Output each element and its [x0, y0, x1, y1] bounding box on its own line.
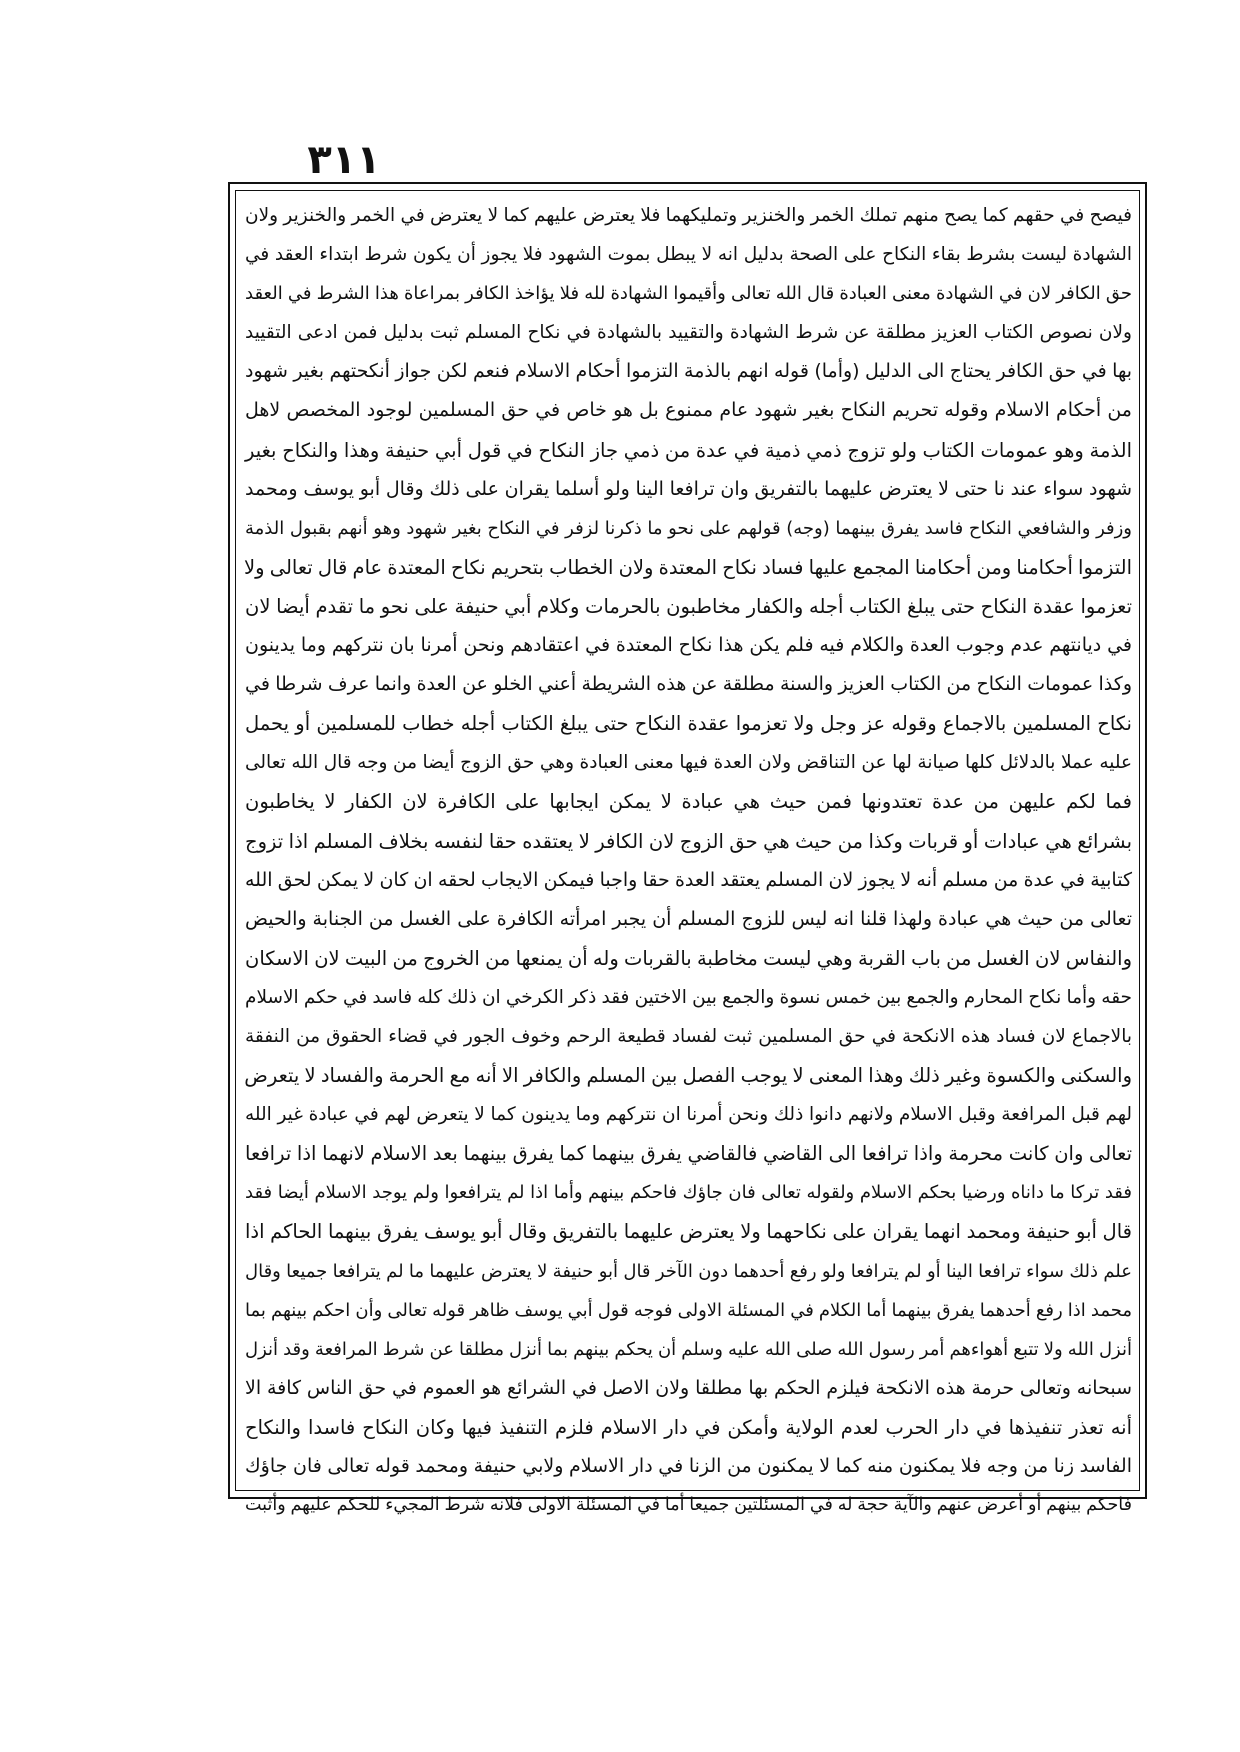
text-line: تعزموا عقدة النكاح حتى يبلغ الكتاب أجله والكفار مخاطبون بالحرمات وكلام أبي حنيفة على نحو ما تقدم أيضا لان: [245, 594, 1132, 618]
page-number: ٣١١: [307, 137, 381, 183]
text-body: [244, 196, 1132, 1516]
text-line: فيصح في حقهم كما يصح منهم تملك الخمر والخنزير وتمليكهما فلا يعترض عليهم كما لا يعترض في الخمر والخنزير ولان: [245, 205, 1132, 226]
text-line: من أحكام الاسلام وقوله تحريم النكاح بغير شهود عام ممنوع بل هو خاص في حق المسلمين لوجود المخصص لاهل: [245, 399, 1132, 422]
text-line: لهم قبل المرافعة وقبل الاسلام ولانهم دانوا ذلك ونحن أمرنا ان نتركهم وما يدينون كما لا يتعرض لهم في عبادة غير الله: [245, 1104, 1132, 1126]
text-line: بها في حق الكافر يحتاج الى الدليل (وأما) قوله انهم بالذمة التزموا أحكام الاسلام فنعم لكن جواز أنكحتهم بغير شهود: [245, 360, 1132, 383]
text-line: سبحانه وتعالى حرمة هذه الانكحة فيلزم الحكم بها مطلقا ولان الاصل في الشرائع هو العموم في حق الناس كافة الا: [245, 1376, 1132, 1399]
text-line: الذمة وهو عمومات الكتاب ولو تزوج ذمي ذمية في عدة من ذمي جاز النكاح في قول أبي حنيفة وهذا والنكاح بغير: [245, 438, 1132, 462]
text-line: محمد اذا رفع أحدهما يفرق بينهما أما الكلام في المسئلة الاولى فوجه قول أبي يوسف ظاهر قوله تعالى وأن احكم بينهم بما: [245, 1299, 1132, 1321]
text-line: في ديانتهم عدم وجوب العدة والكلام فيه فلم يكن هذا نكاح المعتدة في اعتقادهم ونحن أمرنا بان نتركهم وما يدينون: [245, 634, 1132, 657]
text-line: وكذا عمومات النكاح من الكتاب العزيز والسنة مطلقة عن هذه الشريطة أعني الخلو عن العدة وانما عرف شرطا في: [245, 673, 1132, 696]
text-line: والسكنى والكسوة وغير ذلك وهذا المعنى لا يوجب الفصل بين المسلم والكافر الا أنه مع الحرمة والفساد لا يتعرض: [244, 1064, 1132, 1088]
text-line: وزفر والشافعي النكاح فاسد يفرق بينهما (وجه) قولهم على نحو ما ذكرنا لزفر في النكاح بغير شهود وهو أنهم بقبول الذمة: [245, 517, 1132, 539]
text-line: بشرائع هي عبادات أو قربات وكذا من حيث هي حق الزوج لان الكافر لا يعتقده حقا لنفسه بخلاف المسلم اذا تزوج: [245, 829, 1132, 853]
text-line: فاحكم بينهم أو أعرض عنهم والآية حجة له في المسئلتين جميعا أما في المسئلة الاولى فلانه شرط المجيء للحكم عليهم وأثبت: [245, 1495, 1132, 1516]
text-line: أنه تعذر تنفيذها في دار الحرب لعدم الولاية وأمكن في دار الاسلام فلزم التنفيذ فيها وكان النكاح فاسدا والنكاح: [245, 1415, 1132, 1439]
text-line: شهود سواء عند نا حتى لا يعترض عليهما بالتفريق وان ترافعا الينا ولو أسلما يقران على ذلك وقال أبو يوسف ومحمد: [245, 477, 1132, 500]
text-line: نكاح المسلمين بالاجماع وقوله عز وجل ولا تعزموا عقدة النكاح حتى يبلغ الكتاب أجله خطاب للمسلمين أو يحمل: [245, 712, 1132, 736]
text-line: قال أبو حنيفة ومحمد انهما يقران على نكاحهما ولا يعترض عليهما بالتفريق وقال أبو يوسف يفرق بينهما الحاكم اذا: [245, 1220, 1132, 1244]
text-line: تعالى من حيث هي عبادة ولهذا قلنا انه ليس للزوج المسلم أن يجبر امرأته الكافرة على الغسل من الجنابة والحيض: [245, 907, 1132, 930]
text-line: حقه وأما نكاح المحارم والجمع بين خمس نسوة والجمع بين الاختين فقد ذكر الكرخي ان ذلك كله فاسد في حكم الاسلام: [245, 986, 1132, 1008]
text-line: تعالى وان كانت محرمة واذا ترافعا الى القاضي فالقاضي يفرق بينهما كما يفرق بينهما بعد الاسلام لانهما اذا ترافعا: [245, 1142, 1132, 1166]
text-line: الشهادة ليست بشرط بقاء النكاح على الصحة بدليل انه لا يبطل بموت الشهود فلا يجوز أن يكون شرط ابتداء العقد في: [245, 244, 1132, 266]
text-line: علم ذلك سواء ترافعا الينا أو لم يترافعا ولو رفع أحدهما دون الآخر قال أبو حنيفة لا يعترض عليهما ما لم يترافعا جميعا وقال: [245, 1260, 1132, 1282]
text-line: والنفاس لان الغسل من باب القربة وهي ليست مخاطبة بالقربات وله أن يمنعها من الخروج من البيت لان الاسكان: [245, 946, 1132, 970]
text-line: فما لكم عليهن من عدة تعتدونها فمن حيث هي عبادة لا يمكن ايجابها على الكافرة لان الكفار لا يخاطبون: [245, 790, 1132, 814]
text-line: بالاجماع لان فساد هذه الانكحة في حق المسلمين ثبت لفساد قطيعة الرحم وخوف الجور في قضاء الحقوق من النفقة: [245, 1025, 1132, 1047]
text-line: الفاسد زنا من وجه فلا يمكنون منه كما لا يمكنون من الزنا في دار الاسلام ولابي حنيفة ومحمد قوله تعالى فان جاؤك: [245, 1455, 1132, 1477]
text-line: كتابية في عدة من مسلم أنه لا يجوز لان المسلم يعتقد العدة حقا واجبا فيمكن الايجاب لحقه ان كان لا يمكن لحق الله: [245, 868, 1132, 891]
text-line: فقد تركا ما داناه ورضيا بحكم الاسلام ولقوله تعالى فان جاؤك فاحكم بينهم وأما اذا لم يترافعوا ولم يوجد الاسلام أيضا فقد: [245, 1182, 1132, 1204]
text-line: حق الكافر لان في الشهادة معنى العبادة قال الله تعالى وأقيموا الشهادة لله فلا يؤاخذ الكافر بمراعاة هذا الشرط في العقد: [245, 283, 1132, 305]
text-line: ولان نصوص الكتاب العزيز مطلقة عن شرط الشهادة والتقييد بالشهادة في نكاح المسلم ثبت بدليل فمن ادعى التقييد: [245, 322, 1132, 344]
text-line: أنزل الله ولا تتبع أهواءهم أمر رسول الله صلى الله عليه وسلم أن يحكم بينهم بما أنزل مطلقا عن شرط المرافعة وقد أنزل: [245, 1338, 1132, 1360]
text-line: عليه عملا بالدلائل كلها صيانة لها عن التناقض ولان العدة فيها معنى العبادة وهي حق الزوج أيضا من وجه قال الله تعالى: [245, 752, 1132, 774]
text-line: التزموا أحكامنا ومن أحكامنا المجمع عليها فساد نكاح المعتدة ولان الخطاب بتحريم نكاح المعتدة عام قال تعالى ولا: [244, 555, 1132, 579]
